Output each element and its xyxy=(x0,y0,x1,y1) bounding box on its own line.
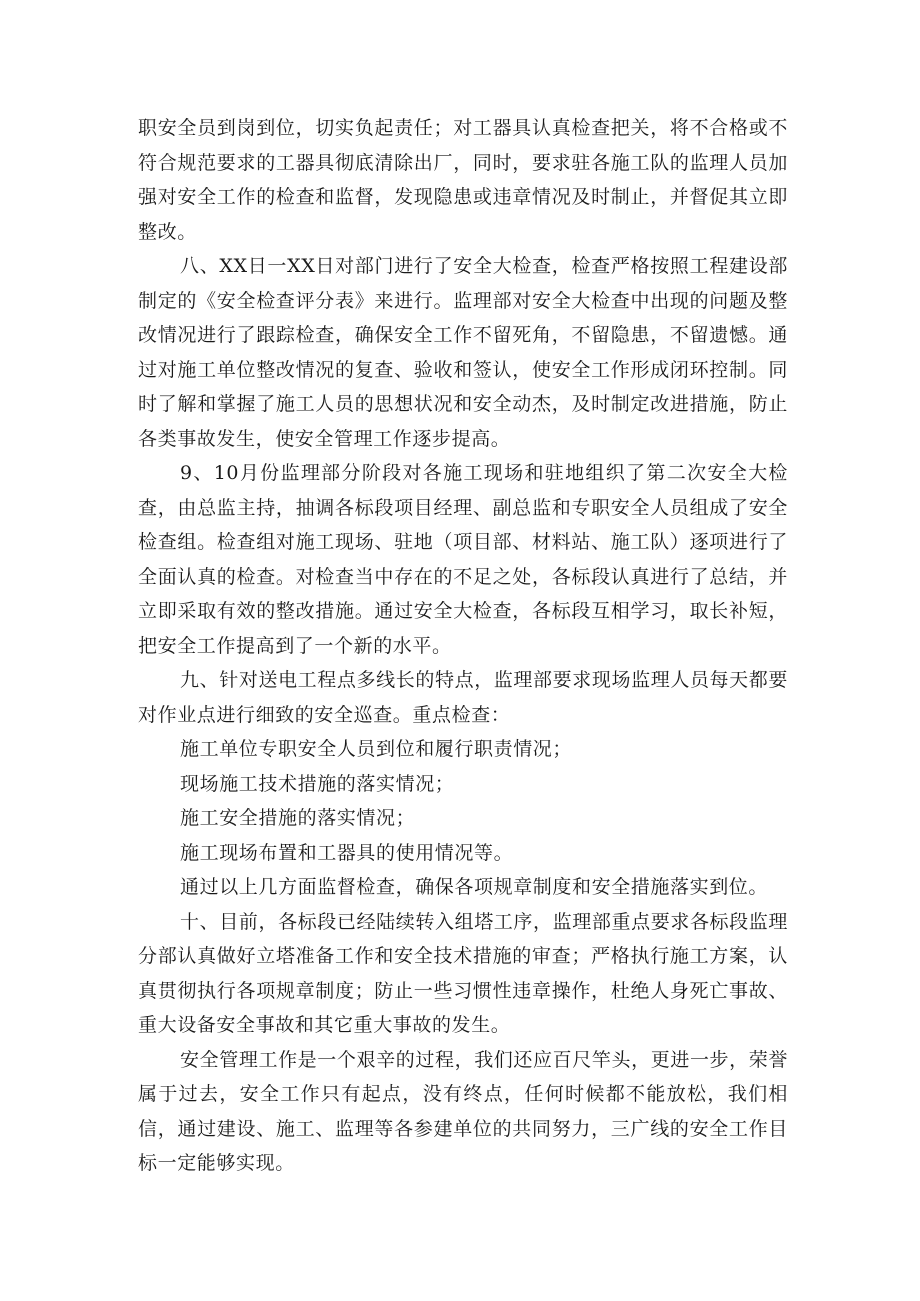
paragraph-section-8: 八、XX日一XX日对部门进行了安全大检查，检查严格按照工程建设部制定的《安全检查评分表》来进行。监理部对安全大检查中出现的问题及整改情况进行了跟踪检查，确保安全工作不留死角，不留隐患，不留遗憾。通过对施工单位整改情况的复查、验收和签认，使安全工作形成闭环控制。同时了解和掌握了施工人员的思想状况和安全动杰，及时制定改进措施，防止各类事故发生，使安全管理工作逐步提高。 xyxy=(138,255,788,450)
paragraph-section-9: 九、针对送电工程点多线长的特点，监理部要求现场监理人员每天都要对作业点进行细致的安全巡查。重点检查： xyxy=(138,669,788,726)
inspection-item-1: 施工单位专职安全人员到位和履行职责情况； xyxy=(180,738,573,760)
paragraph-section-10: 十、目前，各标段已经陆续转入组塔工序，监理部重点要求各标段监理分部认真做好立塔准备工作和安全技术措施的审查；严格执行施工方案，认真贯彻执行各项规章制度；防止一些习惯性违章操作，杜绝人身死亡事故、重大设备安全事故和其它重大事故的发生。 xyxy=(138,910,788,1036)
inspection-item-4: 施工现场布置和工器具的使用情况等。 xyxy=(180,841,514,864)
paragraph-inspection-summary: 通过以上几方面监督检查，确保各项规章制度和安全措施落实到位。 xyxy=(180,876,769,898)
paragraph-second-inspection: 9、10月份监理部分阶段对各施工现场和驻地组织了第二次安全大检查，由总监主持，抽调各标段项目经理、副总监和专职安全人员组成了安全检查组。检查组对施工现场、驻地（项目部、材料站、施工队）逐项进行了全面认真的检查。对检查当中存在的不足之处，各标段认真进行了总结，并立即采取有效的整改措施。通过安全大检查，各标段互相学习，取长补短，把安全工作提高到了一个新的水平。 xyxy=(138,462,788,657)
paragraph-conclusion: 安全管理工作是一个艰辛的过程，我们还应百尺竿头，更进一步，荣誉属于过去，安全工作只有起点，没有终点，任何时候都不能放松，我们相信，通过建设、施工、监理等各参建单位的共同努力，三广线的安全工作目标一定能够实现。 xyxy=(138,1048,788,1174)
inspection-item-2: 现场施工技术措施的落实情况； xyxy=(180,772,455,795)
document-body xyxy=(138,111,788,1181)
paragraph-continuation: 职安全员到岗到位，切实负起责任；对工器具认真检查把关，将不合格或不符合规范要求的工器具彻底清除出厂，同时，要求驻各施工队的监理人员加强对安全工作的检查和监督，发现隐患或违章情况及时制止，并督促其立即整改。 xyxy=(138,117,788,243)
inspection-item-3: 施工安全措施的落实情况； xyxy=(180,807,416,829)
